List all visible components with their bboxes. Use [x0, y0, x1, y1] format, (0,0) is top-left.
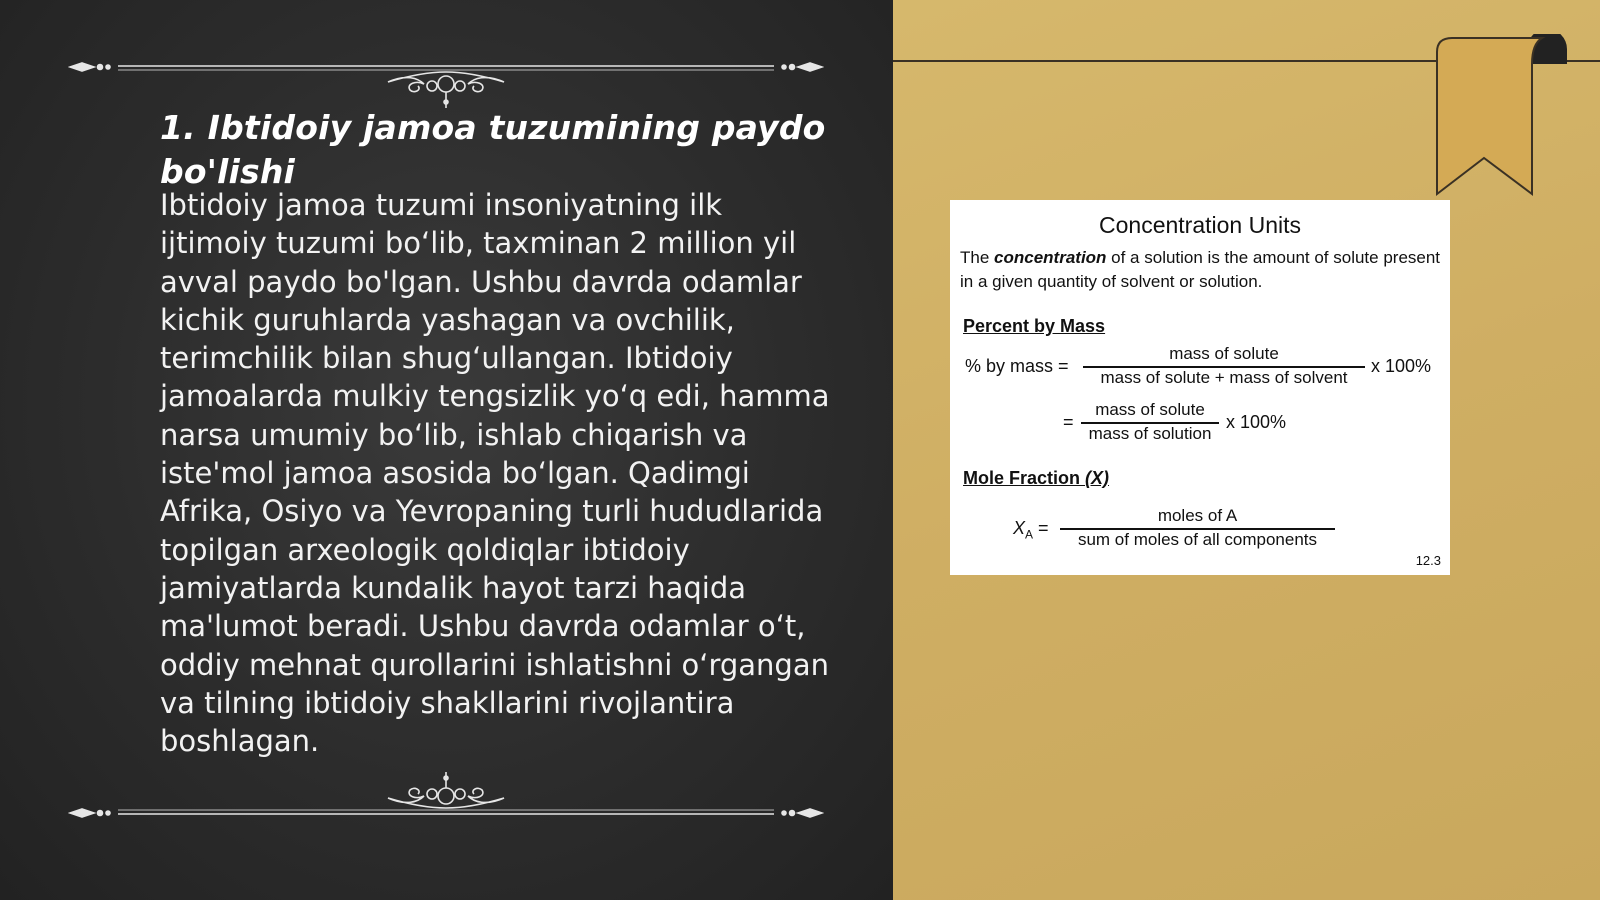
frac3-numerator: moles of A: [1157, 506, 1238, 525]
slide-body-text: Ibtidoiy jamoa tuzumi insoniyatning ilk ijtimoiy tuzumi bo‘lib, taxminan 2 million yil avval paydo bo'lgan. Ushbu davrda odamlar kichik guruhlarda yashagan va ovchilik, terimchilik bilan shug‘ullangan. Ibtidoiy jamoalarda mulkiy tengsizlik yo‘q edi, hamma narsa umumiy bo‘lib, ishlab chiqarish va iste'mol jamoa asosida bo‘lgan. Qadimgi Afrika, Osiyo va Yevropaning turli hududlarida topilgan arxeologik qoldiqlar ibtidoiy jamiyatlarda kundalik hayot tarzi haqida ma'lumot beradi. Ushbu davrda odamlar o‘t, oddiy mehnat qurollarini ishlatishni o‘rgangan va tilning ibtidoiy shakllarini rivojlantira boshlagan.: [160, 188, 830, 759]
bookmark-ribbon-icon: [1432, 34, 1592, 204]
frac1-numerator: mass of solute: [1169, 344, 1279, 363]
frac1-denominator: mass of solute + mass of solvent: [1100, 368, 1348, 387]
percent-label: % by mass =: [965, 356, 1069, 376]
mole-symbol: (X): [1085, 468, 1110, 488]
percent-heading: Percent by Mass: [963, 316, 1106, 336]
frac3-denominator: sum of moles of all components: [1077, 530, 1318, 549]
bottom-ornament-flourish: [68, 770, 824, 830]
desc-term: concentration: [994, 248, 1107, 267]
times-100-label-1: x 100%: [1371, 356, 1432, 376]
mole-heading-text: Mole Fraction: [963, 468, 1081, 488]
times-100-label-2: x 100%: [1226, 412, 1287, 432]
xa-label: [1013, 518, 1049, 542]
desc-prefix: The: [960, 248, 995, 267]
xa-var: X: [1013, 518, 1026, 538]
mole-fraction: [1060, 506, 1335, 550]
xa-sub: A: [1025, 527, 1034, 542]
percent-fraction-2: [1081, 400, 1219, 444]
card-page-number: 12.3: [1415, 553, 1441, 568]
frac2-numerator: mass of solute: [1095, 400, 1205, 419]
card-description: [960, 246, 1444, 294]
xa-eq: =: [1038, 518, 1049, 538]
percent-fraction-1: [1083, 344, 1365, 388]
slide-title: 1. Ibtidoiy jamoa tuzumining paydo bo'lishi: [160, 108, 826, 191]
mole-fraction-heading: [963, 468, 1109, 489]
equals-sign: =: [1063, 412, 1074, 432]
concentration-units-card: [950, 200, 1450, 575]
card-title: Concentration Units: [1099, 212, 1301, 238]
frac2-denominator: mass of solution: [1088, 424, 1212, 443]
top-ornament-flourish: [68, 50, 824, 110]
desc-rest: of a solution is the amount of solute present in a given quantity of solvent or solution.: [960, 248, 1441, 291]
